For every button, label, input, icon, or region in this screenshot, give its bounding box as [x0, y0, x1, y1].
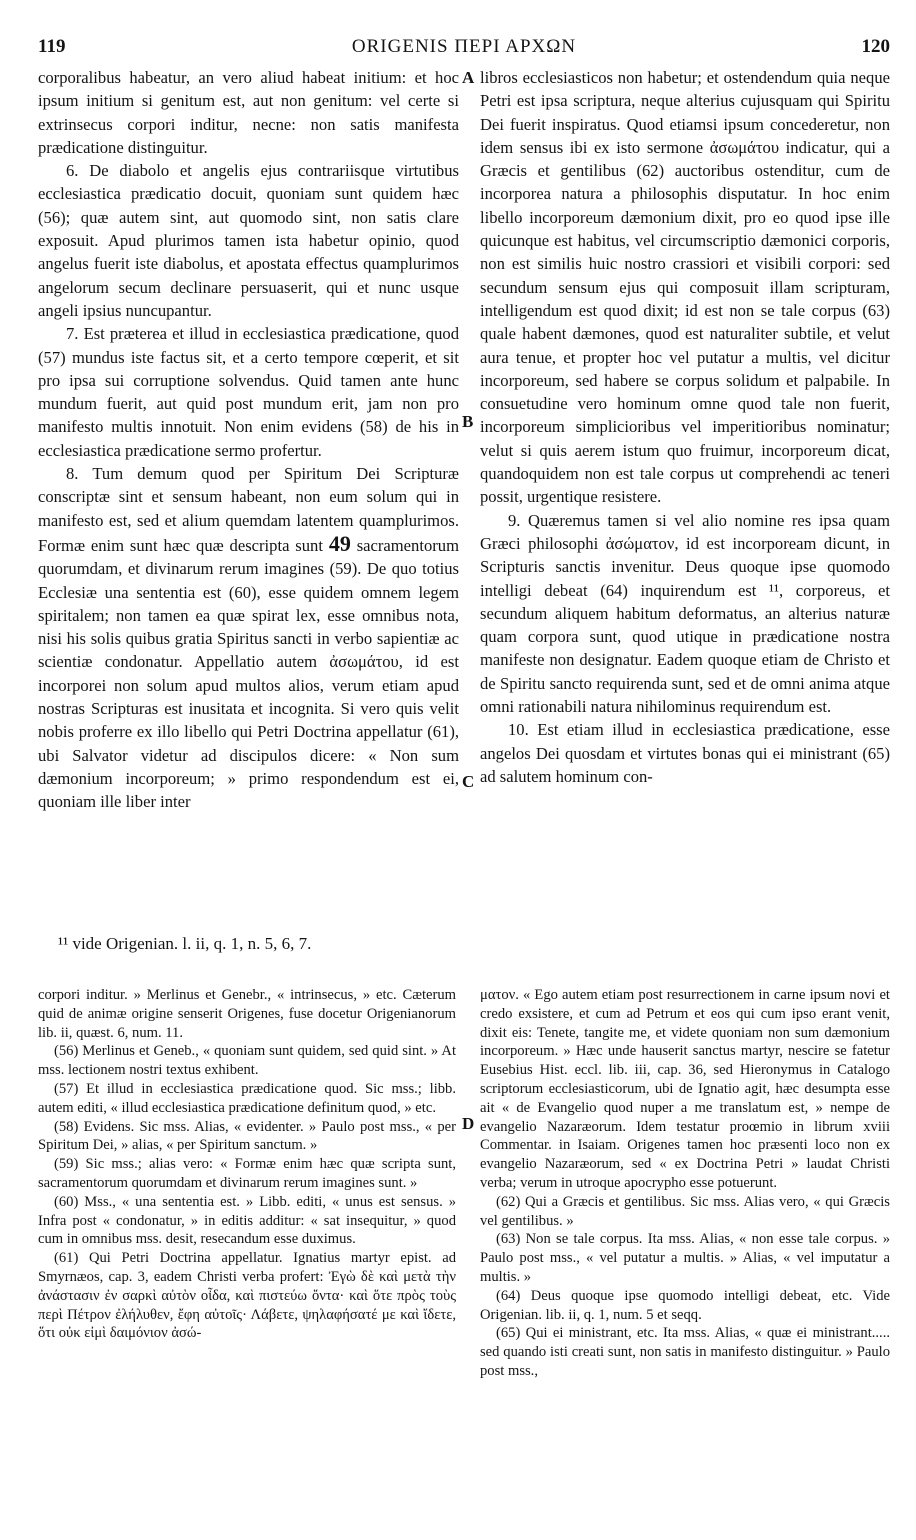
- main-text-left-column: [38, 66, 459, 814]
- note: (60) Mss., « una sententia est. » Libb. editi, « unus est sensus. » Infra post « condonatur, » in editis additur: « sat insequitur, » quod cum in omnibus mss. desit, resecandum esse duximus.: [38, 1193, 456, 1248]
- note: (58) Evidens. Sic mss. Alias, « evidenter. » Paulo post mss., « per Spiritum Dei, » alias, « per Spiritum sanctum. »: [38, 1118, 456, 1154]
- note: (57) Et illud in ecclesiastica prædicatione quod. Sic mss.; libb. autem editi, « illud ecclesiastica prædicatione definitum quod, » etc.: [38, 1080, 456, 1116]
- page-number-left: 119: [38, 36, 66, 57]
- note: (56) Merlinus et Geneb., « quoniam sunt quidem, sed quid sint. » At mss. lectionem nostri textus exhibent.: [38, 1043, 456, 1079]
- note: corpori inditur. » Merlinus et Genebr., « intrinsecus, » etc. Cæterum quid de animæ origine senserit Origenes, fuse docetur Origenianorum lib. ii, quæst. 6, num. 11.: [38, 987, 456, 1041]
- margin-marker-c: C: [462, 772, 475, 791]
- paragraph: 9. Quæremus tamen si vel alio nomine res ipsa quam Græci philosophi ἀσώματον, id est incorpoream dicunt, in Scripturis sanctis invenitur. Deus quoque ipse quomodo intelligi debeat (64) inquirendum est ¹¹, corporeus, et secundum aliquem habitum deformatus, an alterius naturæ quam corpora sunt, quod utique in prædicatione nostra manifeste non designatur. Eadem quoque etiam de Christo et de Spiritu sancto requirenda sunt, sed et de omni anima atque omni rationabili natura nihilominus requirendum est.: [480, 510, 890, 717]
- main-text-right-column: [480, 66, 890, 788]
- column-number: 49: [328, 530, 351, 556]
- paragraph: 6. De diabolo et angelis ejus contrariisque virtutibus ecclesiastica prædicatio docuit, quoniam sunt quidem hæc (56); quæ autem sint, aut quomodo sint, non satis clare exposuit. Apud plurimos tamen ista habetur opinio, quod angelus fuerit iste diabolus, et apostata effectus quamplurimos angelorum secum declinare persuaserit, qui et nunc usque angeli ipsius nuncupantur.: [38, 161, 459, 320]
- paragraph: 7. Est præterea et illud in ecclesiastica prædicatione, quod (57) mundus iste factus sit, et a certo tempore cœperit, et sit pro ipsa sui corruptione solvendus. Quid tamen ante hunc mundum fuerit, aut quid post mundum erit, jam non pro manifesto multis innotuit. Non enim evidens (58) de his in ecclesiastica prædicatione sermo profertur.: [38, 324, 459, 460]
- paragraph-text: 8. Tum demum quod per Spiritum Dei Scripturæ conscriptæ sint et sensum habeant, non eum solum qui in manifesto est, sed et alium quemdam latentem quamplurimos. Formæ enim sunt hæc quæ descripta sunt: [38, 464, 459, 555]
- note: (63) Non se tale corpus. Ita mss. Alias, « non esse tale corpus. » Paulo post mss., « vel putatur a multis. » Alias, « vel imputatur a multis. »: [480, 1231, 890, 1285]
- note: (64) Deus quoque ipse quomodo intelligi debeat, etc. Vide Origenian. lib. ii, q. 1, num. 5 et seqq.: [480, 1287, 890, 1323]
- note: (62) Qui a Græcis et gentilibus. Sic mss. Alias vero, « qui Græcis vel gentilibus. »: [480, 1193, 890, 1229]
- notes-right-column: [480, 986, 890, 1381]
- paragraph: corporalibus habeatur, an vero aliud habeat initium: et hoc ipsum initium si genitum est, aut non genitum: vel certe si extrinsecus corpori inditur, necne: non satis manifesta prædicatione distinguitur.: [38, 68, 459, 157]
- notes-left-column: [38, 986, 456, 1343]
- note: ματον. « Ego autem etiam post resurrectionem in carne ipsum novi et credo exsistere, et cum ad Petrum et eos qui cum ipso erant venit, dixit eis: Tenete, tangite me, et videte quoniam non sum dæmonium incorporeum. » Hæc unde hauserit sanctus martyr, nescire se fatetur Eusebius Hist. eccl. lib. iii, cap. 36, sed Hieronymus in Catalogo scriptorum ecclesiasticorum, ubi de Ignatio agit, hæc desumpta esse ait « de Evangelio quod nuper a me translatum est, » nempe de evangelio Nazaræorum. Idem testatur proœmio in librum xviii Commentar. in Isaiam. Origenes tamen hoc præsenti loco non ex evangelio Nazaræorum, sed « ex Doctrina Petri » laudat Christi verba; verum in utroque apocrypho esse potuerunt.: [480, 987, 890, 1191]
- note: (61) Qui Petri Doctrina appellatur. Ignatius martyr epist. ad Smyrnæos, cap. 3, eadem Christi verba profert: Ἐγὼ δὲ καὶ μετὰ τὴν ἀνάστασιν ἐν σαρκὶ αὐτὸν οἶδα, καὶ πιστεύω ὄντα· καὶ ὅτε πρὸς τοὺς περὶ Πέτρον ἐλήλυθεν, ἔφη αὐτοῖς· Λάβετε, ψηλαφήσατέ με καὶ ἴδετε, ὅτι οὐκ εἰμὶ δαιμόνιον ἀσώ-: [38, 1250, 456, 1342]
- paragraph: 10. Est etiam illud in ecclesiastica prædicatione, esse angelos Dei quosdam et virtutes bonas qui ei ministrant (65) ad salutem hominum con-: [480, 720, 890, 786]
- paragraph-text: sacramentorum quorumdam, et divinarum rerum imagines (59). De quo totius Ecclesiæ una sententia est (60), esse quidem omnem legem spiritalem; non tamen ea quæ spirat lex, esse omnibus nota, nisi his solis quibus gratia Spiritus sancti in verbo sapientiæ ac scientiæ condonatur. Appellatio autem ἀσωμάτου, id est incorporei non solum apud multos alios, verum etiam apud nostras Scripturas est inusitata et incognita. Si vero quis velit nobis proferre ex illo libello qui Petri Doctrina appellatur (61), ubi Salvator videtur ad discipulos dicere: « Non sum dæmonium incorporeum; » primo respondendum est ei, quoniam ille liber inter: [38, 535, 459, 812]
- footnote: ¹¹ vide Origenian. l. ii, q. 1, n. 5, 6, 7.: [58, 934, 312, 953]
- note: (59) Sic mss.; alias vero: « Formæ enim hæc quæ scripta sunt, sacramentorum quorumdam et divinarum rerum imagines sunt. »: [38, 1156, 456, 1191]
- paragraph: [38, 462, 459, 813]
- running-title: ORIGENIS ΠΕΡΙ ΑΡΧΩΝ: [351, 36, 577, 57]
- margin-marker-d: D: [462, 1114, 475, 1133]
- margin-marker-b: B: [462, 412, 474, 431]
- running-header: [38, 36, 890, 60]
- paragraph: libros ecclesiasticos non habetur; et ostendendum quia neque Petri est ipsa scriptura, neque alterius cujusquam qui Spiritu Dei fuerit inspiratus. Quod etiamsi ipsum concederetur, non idem sensus ibi ex isto sermone ἀσωμάτου indicatur, qui a Græcis et gentilibus (62) auctoribus ostenditur, cum de incorporea natura a philosophis disputatur. In hoc enim libello incorporeum dæmonium dixit, pro eo quod ipse ille quicunque est habitus, vel circumscriptio dæmonici corporis, non est similis huic nostro crassiori et visibili corpori: sed secundum sensum ejus qui composuit illam scripturam, intelligendum est quod dixit; id est non se tale corpus (63) quale habent dæmones, quod est naturaliter subtile, et velut aura tenue, et propter hoc vel putatur a multis, vel dicitur incorporeum, sed habere se corpus solidum et palpabile. In consuetudine vero hominum omne quod tale non fuerit, incorporeum simplicioribus vel imperitioribus nominatur; velut si quis aerem istum quo fruimur, incorporeum dicat, quandoquidem non est tale corpus ut comprehendi ac teneri possit, urgentique resistere.: [480, 68, 890, 507]
- note: (65) Qui ei ministrant, etc. Ita mss. Alias, « quæ ei ministrant..... sed quando isti creati sunt, non satis in manifesto distinguitur. » Paulo post mss.,: [480, 1325, 890, 1379]
- page-number-right: 120: [861, 36, 890, 57]
- margin-marker-a: A: [462, 68, 475, 87]
